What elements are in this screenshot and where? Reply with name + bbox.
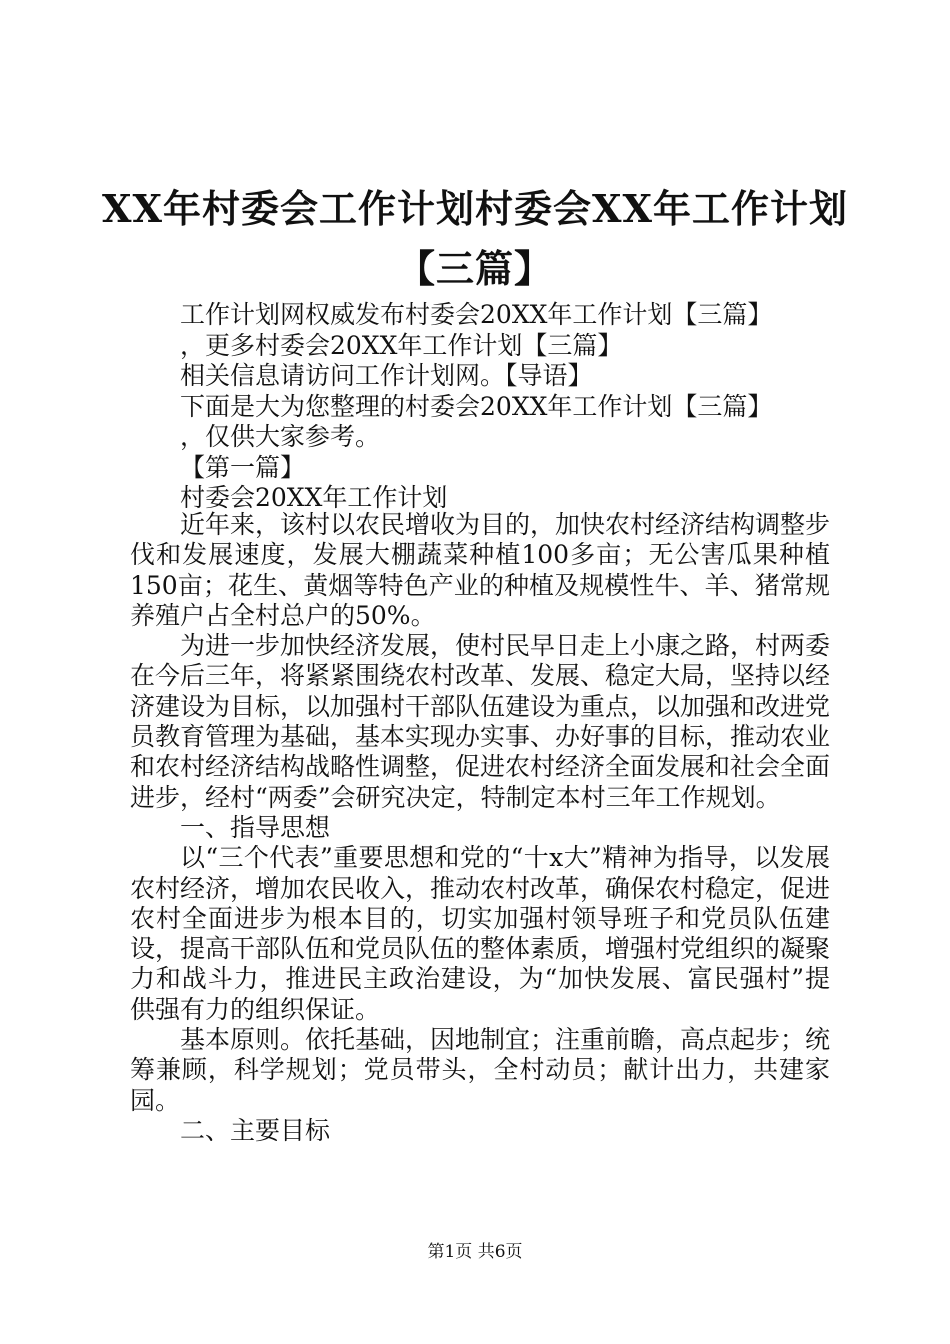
document-title-line-1: XX年村委会工作计划村委会XX年工作计划 [102,186,848,231]
intro-line: ，更多村委会20XX年工作计划【三篇】 [180,330,623,360]
section-heading: 【第一篇】 [180,452,306,482]
heading-main-goals: 二、主要目标 [180,1115,331,1145]
intro-block [180,300,860,514]
paragraph: 基本原则。依托基础，因地制宜；注重前瞻，高点起步；统筹兼顾，科学规划；党员带头，全村动员；献计出力，共建家园。 [130,1025,831,1115]
paragraph: 为进一步加快经济发展，使村民早日走上小康之路，村两委在今后三年，将紧紧围绕农村改革、发展、稳定大局，坚持以经济建设为目标，以加强村干部队伍建设为重点，以加强和改进党员教育管理为基础，基本实现办实事、办好事的目标，推动农业和农村经济结构战略性调整，促进农村经济全面发展和社会全面进步，经村“两委”会研究决定，特制定本村三年工作规划。 [130,631,831,812]
body-text [130,510,830,1146]
page-number-footer: 第1页 共6页 [427,1242,523,1262]
intro-line: ，仅供大家参考。 [180,422,381,451]
intro-line: 工作计划网权威发布村委会20XX年工作计划【三篇】 [180,300,773,329]
intro-line: 下面是大为您整理的村委会20XX年工作计划【三篇】 [180,391,773,421]
intro-line: 相关信息请访问工作计划网。【导语】 [180,361,593,390]
section-subtitle: 村委会20XX年工作计划 [180,483,448,512]
document-title-line-2: 【三篇】 [396,246,553,291]
heading-guiding-ideology: 一、指导思想 [180,812,331,842]
paragraph: 近年来，该村以农民增收为目的，加快农村经济结构调整步伐和发展速度，发展大棚蔬菜种植100多亩；无公害瓜果种植150亩；花生、黄烟等特色产业的种植及规模性牛、羊、猪常规养殖户占全村总户的50%。 [130,510,831,630]
paragraph: 以“三个代表”重要思想和党的“十x大”精神为指导，以发展农村经济，增加农民收入，推动农村改革，确保农村稳定，促进农村全面进步为根本目的，切实加强村领导班子和党员队伍建设，提高干部队伍和党员队伍的整体素质，增强村党组织的凝聚力和战斗力，推进民主政治建设，为“加快发展、富民强村”提供强有力的组织保证。 [130,843,831,1024]
